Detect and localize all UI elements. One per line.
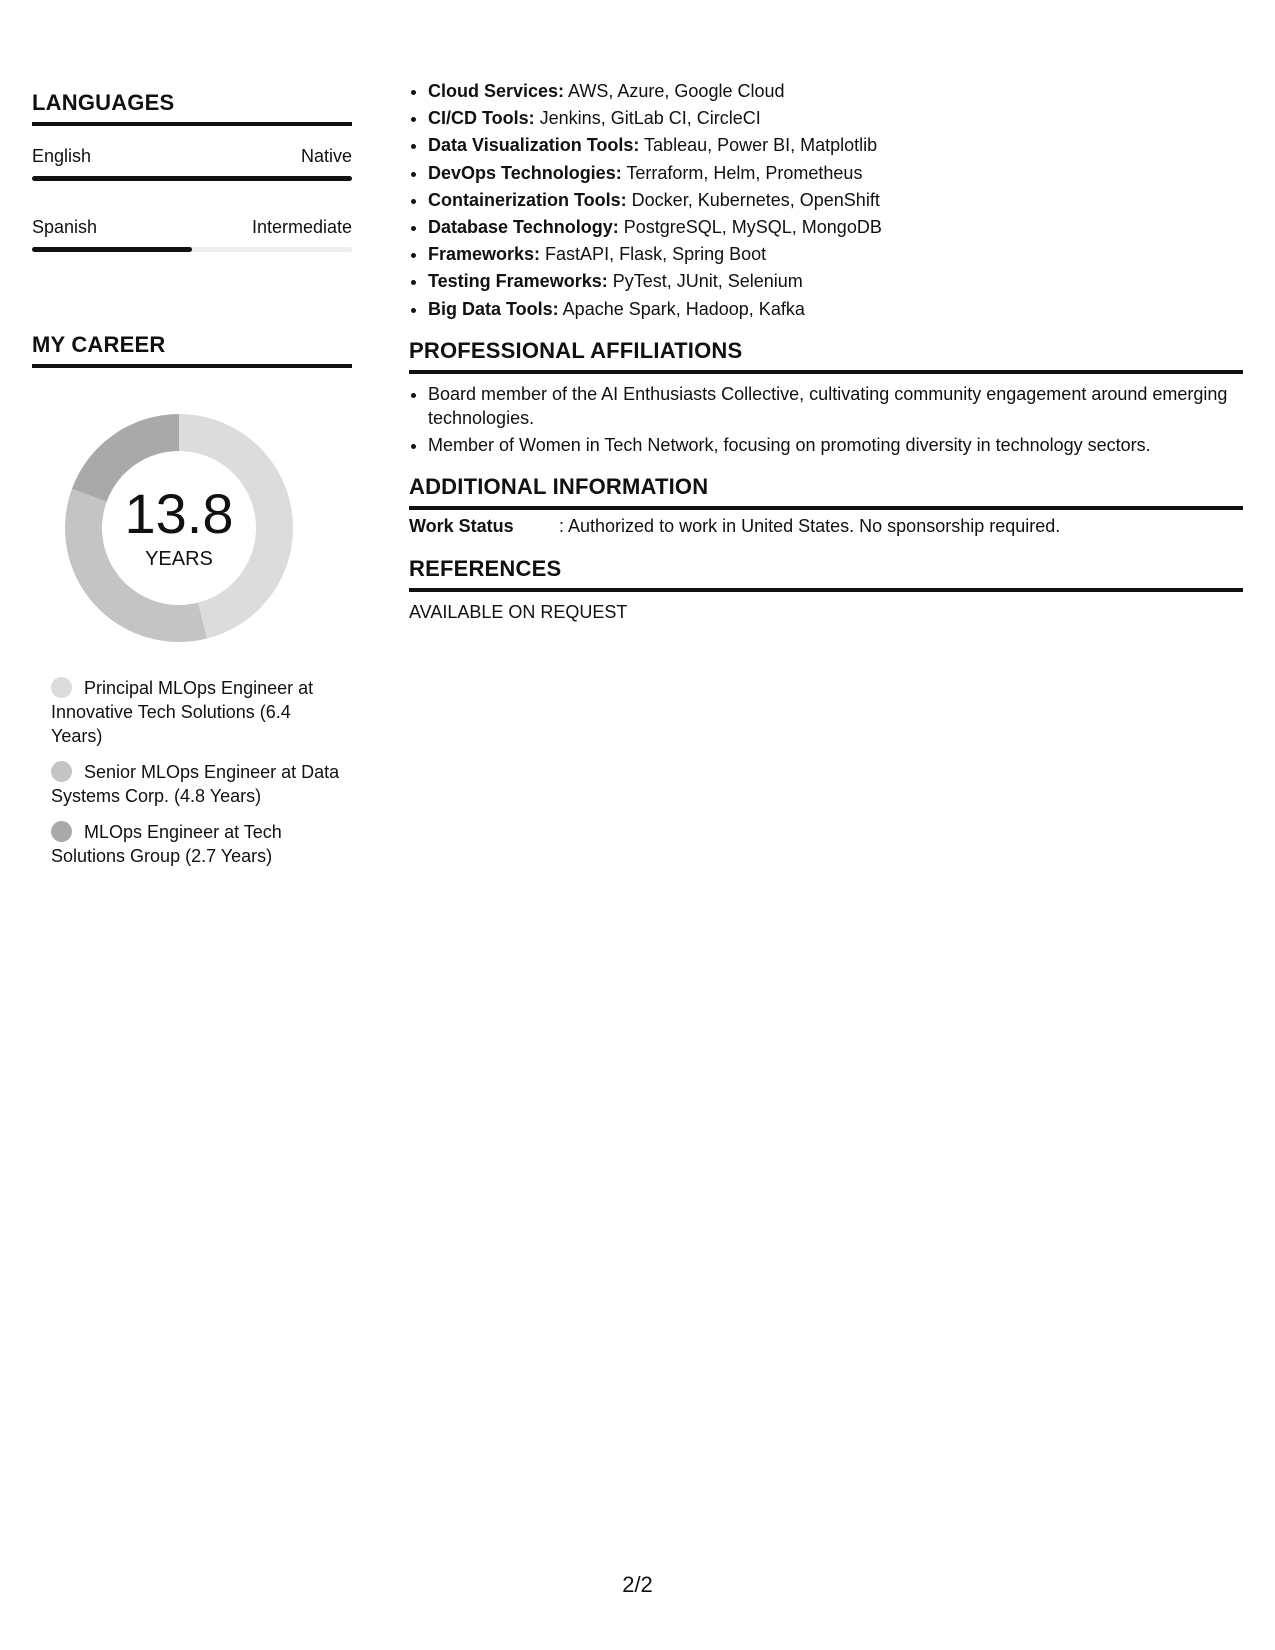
references-heading: REFERENCES <box>409 556 1243 592</box>
languages-section <box>32 90 352 252</box>
work-status-row <box>409 516 1243 537</box>
career-section <box>32 332 352 368</box>
skills-list <box>409 78 1243 323</box>
skill-label: Cloud Services: <box>428 81 565 101</box>
affiliation-item: • Member of Women in Tech Network, focusing on promoting diversity in technology sectors. <box>428 433 1243 457</box>
skill-label: CI/CD Tools: <box>428 108 535 129</box>
skill-item <box>428 241 1243 268</box>
work-status-value: : Authorized to work in United States. No sponsorship required. <box>559 516 1061 536</box>
skill-value: Jenkins, GitLab CI, CircleCI <box>534 108 761 129</box>
skill-value: AWS, Azure, Google Cloud <box>564 81 785 101</box>
career-legend-item <box>51 820 341 868</box>
career-legend-item <box>51 676 341 748</box>
work-status-label: Work Status <box>409 516 514 536</box>
career-legend-item <box>51 760 341 808</box>
skill-value: FastAPI, Flask, Spring Boot <box>540 244 767 265</box>
skill-item <box>428 78 1243 105</box>
references-text: AVAILABLE ON REQUEST <box>409 602 628 622</box>
language-proficiency-bar <box>32 176 352 181</box>
skill-item <box>428 268 1243 295</box>
career-role-label: MLOps Engineer at Tech Solutions Group (2.7 Years) <box>51 822 282 866</box>
skill-item <box>428 132 1243 159</box>
skill-item <box>428 214 1243 241</box>
skill-value: PyTest, JUnit, Selenium <box>607 271 803 292</box>
career-total-unit: YEARS <box>145 547 213 570</box>
affiliations-section <box>409 338 1243 460</box>
references-section <box>409 556 1243 623</box>
skill-label: Containerization Tools: <box>428 189 627 210</box>
language-proficiency-fill <box>32 176 352 181</box>
additional-info-heading: ADDITIONAL INFORMATION <box>409 474 1243 510</box>
skill-label: Big Data Tools: <box>428 298 559 319</box>
languages-heading: LANGUAGES <box>32 90 352 126</box>
skill-item <box>428 187 1243 214</box>
skill-value: Apache Spark, Hadoop, Kafka <box>558 298 805 319</box>
language-proficiency-bar <box>32 247 352 252</box>
affiliations-list <box>409 382 1243 457</box>
page-number: 2/2 <box>622 1572 653 1597</box>
skill-item <box>428 105 1243 132</box>
skill-value: Docker, Kubernetes, OpenShift <box>626 189 880 210</box>
career-donut-chart <box>65 414 293 642</box>
career-total-value: 13.8 <box>124 481 234 545</box>
language-level: Intermediate <box>251 217 352 237</box>
career-legend <box>51 676 341 880</box>
skill-value: Tableau, Power BI, Matplotlib <box>639 135 878 156</box>
legend-dot-icon <box>51 677 72 698</box>
affiliations-heading: PROFESSIONAL AFFILIATIONS <box>409 338 1243 374</box>
skill-value: PostgreSQL, MySQL, MongoDB <box>618 217 882 238</box>
skill-label: DevOps Technologies: <box>428 162 622 183</box>
skill-value: Terraform, Helm, Prometheus <box>621 162 863 183</box>
skill-label: Testing Frameworks: <box>428 271 608 292</box>
skill-label: Frameworks: <box>428 244 541 265</box>
skill-item <box>428 296 1243 323</box>
skills-section <box>409 78 1243 323</box>
additional-info-section <box>409 474 1243 537</box>
career-role-label: Principal MLOps Engineer at Innovative Tech Solutions (6.4 Years) <box>51 678 314 746</box>
language-english <box>32 146 352 181</box>
language-name: Spanish <box>32 217 98 237</box>
language-name: English <box>32 146 92 166</box>
career-heading: MY CAREER <box>32 332 352 368</box>
legend-dot-icon <box>51 761 72 782</box>
skill-label: Data Visualization Tools: <box>428 135 640 156</box>
career-role-label: Senior MLOps Engineer at Data Systems Corp. (4.8 Years) <box>51 762 340 806</box>
skill-label: Database Technology: <box>428 217 619 238</box>
language-proficiency-fill <box>32 247 192 252</box>
language-spanish <box>32 217 352 252</box>
skill-item <box>428 160 1243 187</box>
language-level: Native <box>300 146 352 166</box>
legend-dot-icon <box>51 821 72 842</box>
affiliation-item: • Board member of the AI Enthusiasts Collective, cultivating community engagement around emerging technologies. <box>428 382 1243 430</box>
